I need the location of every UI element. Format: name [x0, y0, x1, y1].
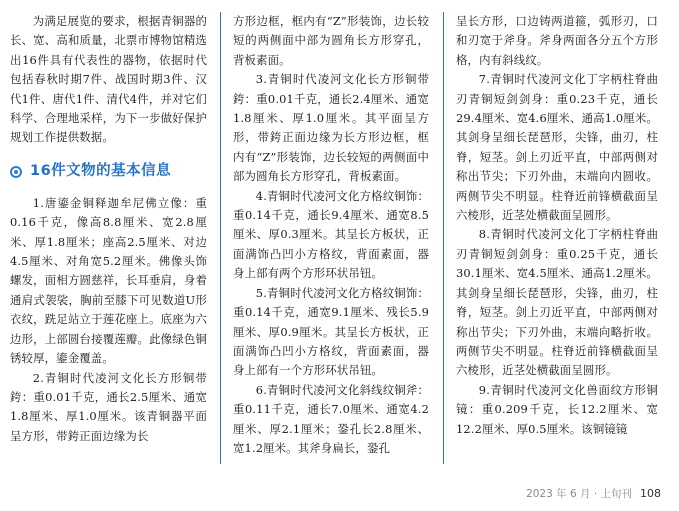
section-heading: [10, 160, 207, 184]
target-circle-icon: [10, 166, 22, 178]
artifact-item-2-end: 方形边框，框内有“Z”形装饰，边长较短的两侧面中部为圆角长方形穿孔，背板素面。: [233, 14, 429, 67]
artifact-item-8: 8.青铜时代凌河文化丁字柄柱脊曲刃青铜短剑剑身：重0.25千克，通长30.1厘米、宽4.5厘米、通高1.2厘米。其剑身呈细长琵琶形，尖锋，曲刃，柱脊，短茎。剑上刃近平直，中部两侧对称出节尖；下刃外曲，末端向略折收。两侧节尖不明显。柱脊近前锋横截面呈六棱形，近茎处横截面呈圆形。: [456, 227, 658, 378]
artifact-item-7: 7.青铜时代凌河文化丁字柄柱脊曲刃青铜短剑剑身：重0.23千克，通长29.4厘米、宽4.6厘米、通高1.0厘米。其剑身呈细长琵琶形，尖锋，曲刃，柱脊，短茎。剑上刃近平直，中部两侧对称出节尖；下刃外曲，末端向内圆收。两侧节尖不明显。柱脊近前锋横截面呈六棱形，近茎处横截面呈圆形。: [456, 72, 658, 223]
column-1: [10, 12, 207, 446]
column-divider-1: [220, 12, 221, 464]
artifact-item-4: 4.青铜时代凌河文化方格纹铜饰：重0.14千克，通长9.4厘米、通宽8.5厘米、厚0.3厘米。其呈长方板状，正面满饰凸凹小方格纹，背面素面，器身上部有两个方形环状吊钮。: [233, 188, 429, 281]
column-divider-2: [443, 12, 444, 464]
page-footer: [526, 486, 661, 501]
page-number: 108: [640, 487, 661, 500]
artifact-item-9-start: 9.青铜时代凌河文化兽面纹方形铜镜：重0.209千克，长12.2厘米、宽12.2厘米、厚0.5厘米。该铜镜镜: [456, 382, 658, 436]
artifact-item-5: 5.青铜时代凌河文化方格纹铜饰：重0.14千克，通宽9.1厘米、残长5.9厘米、厚0.9厘米。其呈长方板状，正面满饰凸凹小方格纹，背面素面，器身上部有一个方形环状吊钮。: [233, 285, 429, 378]
section-heading-text: 16件文物的基本信息: [30, 163, 172, 180]
column-3: [456, 12, 658, 439]
artifact-item-6-start: 6.青铜时代凌河文化斜线纹铜斧：重0.11千克，通长7.0厘米、通宽4.2厘米、厚2.1厘米；銎孔长2.8厘米、宽1.2厘米。其斧身扁长，銎孔: [233, 382, 429, 455]
column-2: [233, 12, 429, 458]
intro-paragraph: 为满足展览的要求，根据青铜器的长、宽、高和质量，北票市博物馆精选出16件具有代表性的器物，依据时代包括春秋时期7件、战国时期3件、汉代1件、唐代1件、清代4件，并对它们科学、合理地采样，为下一步做好保护规划工作提供数据。: [10, 14, 207, 145]
artifact-item-1: 1.唐鎏金铜释迦牟尼佛立像：重0.16千克，像高8.8厘米、宽2.8厘米、厚1.8厘米；座高2.5厘米、对边4.5厘米、对角宽5.2厘米。佛像头饰螺发，面相方圆慈祥，长耳垂肩，身着通肩式袈裟，胸前至膝下可见数道U形衣纹，跣足站立于莲花座上。底座为六边形，上部圆台接覆莲瓣。此像绿色铜锈较厚，鎏金覆盖。: [10, 195, 207, 366]
issue-date: 2023 年 6 月 · 上旬刊: [526, 488, 632, 500]
artifact-item-3: 3.青铜时代凌河文化长方形铜带銙：重0.01千克，通长2.4厘米、通宽1.8厘米、厚1.0厘米。其平面呈方形，带銙正面边缘为长方形边框，框内有“Z”形装饰，边长较短的两侧面中部为圆角长方形穿孔，背板素面。: [233, 72, 429, 184]
artifact-item-6-end: 呈长方形，口边铸两道箍，弧形刃，口和刃宽于斧身。斧身两面各分五个方形格，内有斜线纹。: [456, 14, 658, 67]
artifact-item-2-start: 2.青铜时代凌河文化长方形铜带銙：重0.01千克，通长2.5厘米、通宽1.8厘米、厚1.0厘米。该青铜器平面呈方形，带銙正面边缘为长: [10, 370, 207, 443]
